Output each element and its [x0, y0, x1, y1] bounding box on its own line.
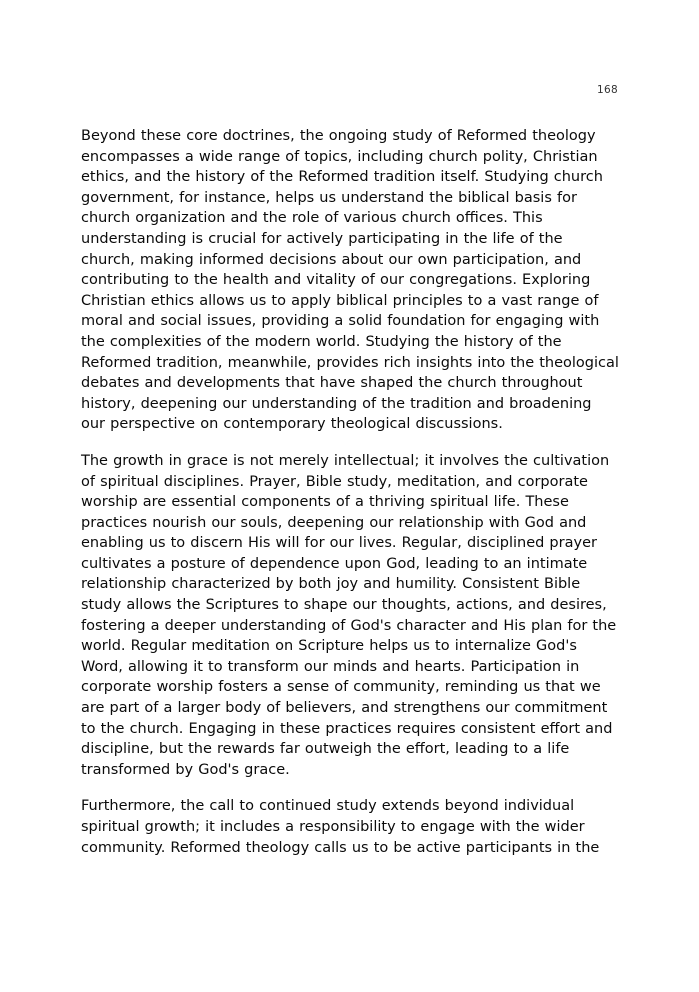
paragraph-furthermore-community: Furthermore, the call to continued study extends beyond individual spiritual growth; it includes a responsibility to engage with the wider community. Reformed theology calls us to be active participants in the — [81, 798, 600, 856]
page-content — [81, 126, 620, 874]
page-number: 168 — [597, 84, 618, 96]
paragraph-growth-in-grace: The growth in grace is not merely intellectual; it involves the cultivation of spiritual disciplines. Prayer, Bible study, meditation, and corporate worship are essential components of a thriving spiritual life. These practices nourish our souls, deepening our relationship with God and enabling us to discern His will for our lives. Regular, disciplined prayer cultivates a posture of dependence upon God, leading to an intimate relationship characterized by both joy and humility. Consistent Bible study allows the Scriptures to shape our thoughts, actions, and desires, fostering a deeper understanding of God's character and His plan for the world. Regular meditation on Scripture helps us to internalize God's Word, allowing it to transform our minds and hearts. Participation in corporate worship fosters a sense of community, reminding us that we are part of a larger body of believers, and strengthens our commitment to the church. Engaging in these practices requires consistent effort and discipline, but the rewards far outweigh the effort, leading to a life transformed by God's grace. — [81, 452, 617, 778]
paragraph-doctrines-study: Beyond these core doctrines, the ongoing study of Reformed theology encompasses a wide range of topics, including church polity, Christian ethics, and the history of the Reformed tradition itself. Studying church government, for instance, helps us understand the biblical basis for church organization and the role of various church offices. This understanding is crucial for actively participating in the life of the church, making informed decisions about our own participation, and contributing to the health and vitality of our congregations. Exploring Christian ethics allows us to apply biblical principles to a vast range of moral and social issues, providing a solid foundation for engaging with the complexities of the modern world. Studying the history of the Reformed tradition, meanwhile, provides rich insights into the theological debates and developments that have shaped the church throughout history, deepening our understanding of the tradition and broadening our perspective on contemporary theological discussions. — [81, 128, 619, 433]
